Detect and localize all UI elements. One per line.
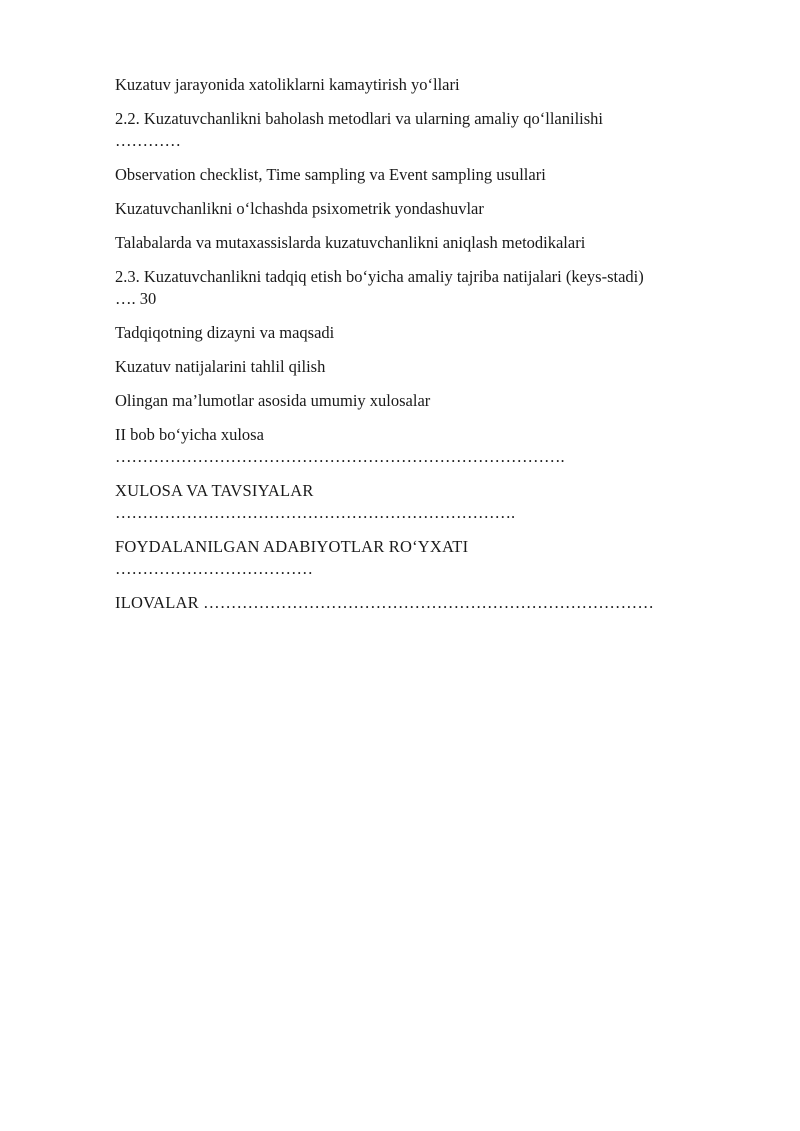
toc-entry: Olingan ma’lumotlar asosida umumiy xulosalar <box>115 391 431 410</box>
toc-entry: Tadqiqotning dizayni va maqsadi <box>115 323 335 342</box>
toc-entry-title: 2.2. Kuzatuvchanlikni baholash metodlari va ularning amaliy qo‘llanilishi <box>115 109 604 128</box>
toc-entry: Kuzatuvchanlikni o‘lchashda psixometrik yondashuvlar <box>115 199 484 218</box>
toc-entry-leader: ………………………………………………………………………. <box>115 447 565 466</box>
toc-entry-title: II bob bo‘yicha xulosa <box>115 425 264 444</box>
toc-entry-leader: ………………………………………………………………. <box>115 503 516 522</box>
toc-entry-leader: ……………………………… <box>115 559 313 578</box>
table-of-contents <box>115 74 725 614</box>
toc-entry: Kuzatuv jarayonida xatoliklarni kamaytirish yo‘llari <box>115 75 460 94</box>
toc-entry-title: 2.3. Kuzatuvchanlikni tadqiq etish bo‘yicha amaliy tajriba natijalari (keys-stadi) <box>115 267 644 286</box>
toc-entry-title: XULOSA VA TAVSIYALAR <box>115 481 314 500</box>
toc-entry: ILOVALAR ……………………………………………………………………… <box>115 593 655 612</box>
toc-entry-title: FOYDALANILGAN ADABIYOTLAR RO‘YXATI <box>115 537 469 556</box>
toc-entry: Talabalarda va mutaxassislarda kuzatuvchanlikni aniqlash metodikalari <box>115 233 586 252</box>
toc-entry: Kuzatuv natijalarini tahlil qilish <box>115 357 326 376</box>
toc-entry-leader: ………… <box>115 131 181 150</box>
toc-entry-page: …. 30 <box>115 289 157 308</box>
toc-entry: Observation checklist, Time sampling va Event sampling usullari <box>115 165 546 184</box>
